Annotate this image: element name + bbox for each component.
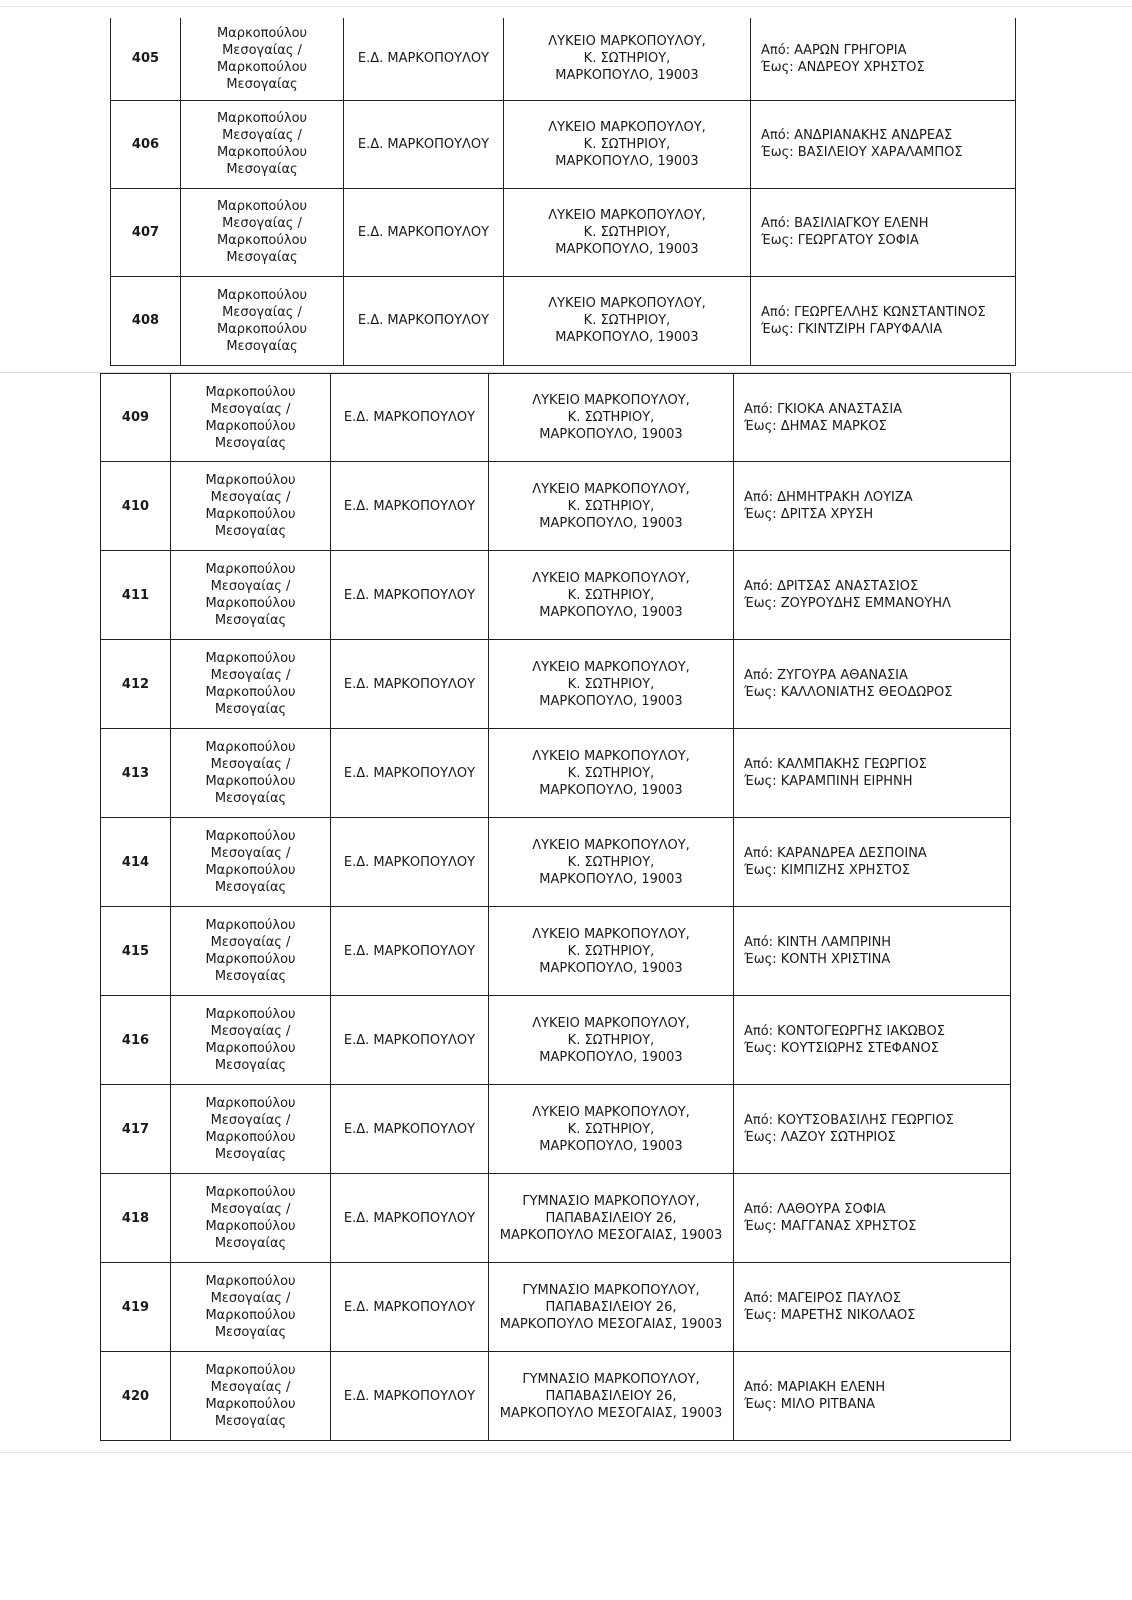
- polling-station-row: [111, 188, 1016, 276]
- municipality-line: Μεσογαίας: [226, 76, 298, 92]
- municipality-line: Μαρκοπούλου: [205, 1185, 296, 1200]
- municipality-line: Μαρκοπούλου: [205, 1397, 296, 1412]
- municipality-line: Μεσογαίας: [214, 524, 287, 539]
- voter-range-from: Από: ΔΗΜΗΤΡΑΚΗ ΛΟΥΙΖΑ: [744, 490, 913, 505]
- location-line: ΜΑΡΚΟΠΟΥΛΟ, 19003: [539, 871, 683, 887]
- location-line: ΛΥΚΕΙΟ ΜΑΡΚΟΠΟΥΛΟΥ,: [548, 207, 706, 223]
- location-line: ΜΑΡΚΟΠΟΥΛΟ, 19003: [555, 153, 699, 169]
- voter-range-cell: [734, 1352, 1011, 1441]
- voter-range-from: Από: ΑΝΔΡΙΑΝΑΚΗΣ ΑΝΔΡΕΑΣ: [761, 128, 953, 143]
- voter-range-from: Από: ΚΑΡΑΝΔΡΕΑ ΔΕΣΠΟΙΝΑ: [744, 846, 927, 861]
- municipality-line: Μεσογαίας /: [210, 1380, 291, 1395]
- municipality-line: Μεσογαίας /: [210, 1202, 291, 1217]
- municipality-line: Μαρκοπούλου: [205, 774, 296, 789]
- station-number: 413: [101, 729, 171, 818]
- polling-station-row: [111, 18, 1016, 100]
- polling-stations-table-top: [110, 18, 1016, 366]
- municipality-line: Μαρκοπούλου: [205, 952, 296, 967]
- polling-station-row: [101, 996, 1011, 1085]
- location-line: ΛΥΚΕΙΟ ΜΑΡΚΟΠΟΥΛΟΥ,: [532, 393, 690, 408]
- polling-station-row: [101, 462, 1011, 551]
- municipality-line: Μαρκοπούλου: [205, 1274, 296, 1289]
- municipality-line: Μεσογαίας: [226, 250, 298, 265]
- polling-location-cell: [489, 1085, 734, 1174]
- voter-range-cell: [734, 551, 1011, 640]
- municipality-line: Μεσογαίας: [214, 969, 287, 984]
- polling-station-row: [101, 640, 1011, 729]
- municipality-line: Μεσογαίας /: [210, 1024, 291, 1039]
- municipality-line: Μαρκοπούλου: [216, 111, 308, 126]
- municipality-line: Μαρκοπούλου: [205, 1007, 296, 1022]
- voter-range-to: Έως: ΜΑΡΕΤΗΣ ΝΙΚΟΛΑΟΣ: [744, 1308, 916, 1323]
- location-line: ΓΥΜΝΑΣΙΟ ΜΑΡΚΟΠΟΥΛΟΥ,: [522, 1282, 700, 1298]
- station-number: 415: [101, 907, 171, 996]
- voter-range-cell: [751, 18, 1016, 100]
- municipality-line: Μαρκοπούλου: [216, 233, 308, 248]
- station-number: 416: [101, 996, 171, 1085]
- municipality-line: Μεσογαίας /: [222, 304, 302, 320]
- scan-crease: [0, 1452, 1132, 1453]
- municipality-line: Μεσογαίας: [214, 1325, 287, 1340]
- municipality-cell: [171, 1352, 331, 1441]
- voter-range-from: Από: ΛΑΘΟΥΡΑ ΣΟΦΙΑ: [744, 1202, 886, 1217]
- location-line: ΛΥΚΕΙΟ ΜΑΡΚΟΠΟΥΛΟΥ,: [532, 837, 690, 853]
- voter-range-cell: [734, 374, 1011, 462]
- municipality-cell: [171, 996, 331, 1085]
- municipality-line: Μαρκοπούλου: [205, 1130, 296, 1145]
- municipality-cell: [181, 276, 344, 365]
- voter-range-from: Από: ΜΑΓΕΙΡΟΣ ΠΑΥΛΟΣ: [744, 1291, 901, 1306]
- voter-range-to: Έως: ΚΟΥΤΣΙΩΡΗΣ ΣΤΕΦΑΝΟΣ: [744, 1041, 939, 1056]
- location-line: ΛΥΚΕΙΟ ΜΑΡΚΟΠΟΥΛΟΥ,: [532, 659, 690, 675]
- municipality-cell: [171, 640, 331, 729]
- electoral-unit: Ε.Δ. ΜΑΡΚΟΠΟΥΛΟΥ: [331, 1085, 489, 1174]
- municipality-cell: [171, 374, 331, 462]
- municipality-line: Μεσογαίας: [214, 880, 287, 895]
- station-number: 419: [101, 1263, 171, 1352]
- electoral-unit: Ε.Δ. ΜΑΡΚΟΠΟΥΛΟΥ: [331, 1352, 489, 1441]
- municipality-line: Μεσογαίας /: [210, 757, 291, 772]
- location-line: Κ. ΣΩΤΗΡΙΟΥ,: [567, 587, 655, 603]
- location-line: Κ. ΣΩΤΗΡΙΟΥ,: [583, 51, 671, 67]
- location-line: ΛΥΚΕΙΟ ΜΑΡΚΟΠΟΥΛΟΥ,: [532, 1015, 690, 1031]
- voter-range-cell: [734, 1263, 1011, 1352]
- electoral-unit: Ε.Δ. ΜΑΡΚΟΠΟΥΛΟΥ: [331, 907, 489, 996]
- voter-range-to: Έως: ΔΗΜΑΣ ΜΑΡΚΟΣ: [744, 418, 887, 434]
- polling-station-row: [101, 1263, 1011, 1352]
- voter-range-cell: [734, 462, 1011, 551]
- municipality-cell: [171, 818, 331, 907]
- polling-location-cell: [489, 729, 734, 818]
- municipality-cell: [171, 907, 331, 996]
- municipality-line: Μεσογαίας: [214, 613, 287, 628]
- station-number: 406: [111, 100, 181, 188]
- voter-range-from: Από: ΜΑΡΙΑΚΗ ΕΛΕΝΗ: [744, 1380, 886, 1395]
- electoral-unit: Ε.Δ. ΜΑΡΚΟΠΟΥΛΟΥ: [331, 818, 489, 907]
- station-number: 405: [111, 18, 181, 100]
- station-number: 410: [101, 462, 171, 551]
- voter-range-from: Από: ΒΑΣΙΛΙΑΓΚΟΥ ΕΛΕΝΗ: [761, 216, 929, 231]
- municipality-line: Μαρκοπούλου: [205, 863, 296, 878]
- voter-range-cell: [751, 100, 1016, 188]
- municipality-line: Μεσογαίας: [214, 791, 287, 806]
- electoral-unit: Ε.Δ. ΜΑΡΚΟΠΟΥΛΟΥ: [344, 100, 504, 188]
- polling-location-cell: [489, 1174, 734, 1263]
- voter-range-to: Έως: ΒΑΣΙΛΕΙΟΥ ΧΑΡΑΛΑΜΠΟΣ: [761, 145, 963, 160]
- station-number: 408: [111, 276, 181, 365]
- municipality-line: Μαρκοπούλου: [205, 384, 296, 400]
- location-line: Κ. ΣΩΤΗΡΙΟΥ,: [583, 224, 671, 240]
- municipality-line: Μαρκοπούλου: [216, 321, 308, 337]
- municipality-line: Μεσογαίας /: [210, 1113, 291, 1128]
- municipality-line: Μαρκοπούλου: [205, 829, 296, 844]
- location-line: ΜΑΡΚΟΠΟΥΛΟ, 19003: [555, 241, 699, 257]
- municipality-line: Μαρκοπούλου: [205, 1219, 296, 1234]
- voter-range-from: Από: ΑΑΡΩΝ ΓΡΗΓΟΡΙΑ: [761, 42, 907, 58]
- municipality-line: Μεσογαίας /: [210, 846, 291, 861]
- voter-range-to: Έως: ΖΟΥΡΟΥΔΗΣ ΕΜΜΑΝΟΥΗΛ: [744, 596, 951, 611]
- voter-range-to: Έως: ΚΑΡΑΜΠΙΝΗ ΕΙΡΗΝΗ: [744, 774, 913, 789]
- station-number: 417: [101, 1085, 171, 1174]
- polling-station-row: [111, 276, 1016, 365]
- station-number: 411: [101, 551, 171, 640]
- polling-location-cell: [489, 551, 734, 640]
- polling-location-cell: [504, 100, 751, 188]
- polling-station-row: [101, 1085, 1011, 1174]
- polling-location-cell: [489, 996, 734, 1085]
- municipality-line: Μεσογαίας /: [210, 490, 291, 505]
- voter-range-to: Έως: ΓΚΙΝΤΖΙΡΗ ΓΑΡΥΦΑΛΙΑ: [761, 321, 943, 337]
- location-line: Κ. ΣΩΤΗΡΙΟΥ,: [583, 313, 671, 328]
- voter-range-to: Έως: ΓΕΩΡΓΑΤΟΥ ΣΟΦΙΑ: [761, 233, 919, 248]
- municipality-line: Μεσογαίας: [226, 162, 298, 177]
- municipality-line: Μεσογαίας /: [222, 128, 302, 143]
- location-line: ΜΑΡΚΟΠΟΥΛΟ, 19003: [555, 330, 699, 345]
- polling-location-cell: [489, 1263, 734, 1352]
- location-line: Κ. ΣΩΤΗΡΙΟΥ,: [567, 676, 655, 692]
- municipality-cell: [171, 1174, 331, 1263]
- voter-range-cell: [734, 729, 1011, 818]
- polling-station-row: [111, 100, 1016, 188]
- municipality-line: Μεσογαίας /: [210, 579, 291, 594]
- polling-station-row: [101, 551, 1011, 640]
- municipality-line: Μεσογαίας /: [210, 935, 291, 950]
- voter-range-from: Από: ΚΟΝΤΟΓΕΩΡΓΗΣ ΙΑΚΩΒΟΣ: [744, 1024, 945, 1039]
- municipality-cell: [181, 188, 344, 276]
- municipality-line: Μαρκοπούλου: [216, 287, 308, 303]
- voter-range-from: Από: ΚΟΥΤΣΟΒΑΣΙΛΗΣ ΓΕΩΡΓΙΟΣ: [744, 1113, 954, 1128]
- municipality-line: Μεσογαίας: [214, 1147, 287, 1162]
- voter-range-to: Έως: ΔΡΙΤΣΑ ΧΡΥΣΗ: [744, 507, 874, 522]
- location-line: ΠΑΠΑΒΑΣΙΛΕΙΟΥ 26,: [545, 1299, 677, 1315]
- municipality-line: Μαρκοπούλου: [216, 145, 308, 160]
- location-line: ΜΑΡΚΟΠΟΥΛΟ, 19003: [539, 1138, 683, 1154]
- polling-location-cell: [489, 640, 734, 729]
- municipality-line: Μαρκοπούλου: [205, 562, 296, 577]
- voter-range-to: Έως: ΜΙΛΟ ΡΙΤΒΑΝΑ: [744, 1397, 876, 1412]
- polling-station-row: [101, 1174, 1011, 1263]
- location-line: ΛΥΚΕΙΟ ΜΑΡΚΟΠΟΥΛΟΥ,: [532, 926, 690, 942]
- municipality-line: Μαρκοπούλου: [205, 1308, 296, 1323]
- location-line: ΛΥΚΕΙΟ ΜΑΡΚΟΠΟΥΛΟΥ,: [548, 296, 706, 311]
- polling-station-row: [101, 374, 1011, 462]
- municipality-line: Μαρκοπούλου: [205, 740, 296, 755]
- municipality-line: Μαρκοπούλου: [205, 651, 296, 666]
- location-line: Κ. ΣΩΤΗΡΙΟΥ,: [567, 765, 655, 781]
- location-line: ΜΑΡΚΟΠΟΥΛΟ, 19003: [539, 515, 683, 531]
- polling-station-row: [101, 818, 1011, 907]
- polling-location-cell: [489, 818, 734, 907]
- location-line: ΜΑΡΚΟΠΟΥΛΟ, 19003: [539, 782, 683, 798]
- municipality-line: Μαρκοπούλου: [205, 685, 296, 700]
- electoral-unit: Ε.Δ. ΜΑΡΚΟΠΟΥΛΟΥ: [344, 18, 504, 100]
- municipality-line: Μεσογαίας /: [222, 42, 302, 58]
- location-line: ΜΑΡΚΟΠΟΥΛΟ ΜΕΣΟΓΑΙΑΣ, 19003: [499, 1405, 723, 1421]
- voter-range-from: Από: ΓΕΩΡΓΕΛΛΗΣ ΚΩΝΣΤΑΝΤΙΝΟΣ: [761, 304, 986, 320]
- electoral-unit: Ε.Δ. ΜΑΡΚΟΠΟΥΛΟΥ: [331, 640, 489, 729]
- municipality-line: Μαρκοπούλου: [205, 596, 296, 611]
- location-line: ΜΑΡΚΟΠΟΥΛΟ ΜΕΣΟΓΑΙΑΣ, 19003: [499, 1227, 723, 1243]
- municipality-line: Μεσογαίας /: [210, 401, 291, 417]
- station-number: 412: [101, 640, 171, 729]
- municipality-line: Μεσογαίας: [214, 702, 287, 717]
- location-line: ΜΑΡΚΟΠΟΥΛΟ, 19003: [539, 960, 683, 976]
- station-number: 407: [111, 188, 181, 276]
- polling-station-row: [101, 907, 1011, 996]
- location-line: Κ. ΣΩΤΗΡΙΟΥ,: [567, 498, 655, 514]
- station-number: 414: [101, 818, 171, 907]
- location-line: ΜΑΡΚΟΠΟΥΛΟ, 19003: [539, 604, 683, 620]
- location-line: Κ. ΣΩΤΗΡΙΟΥ,: [567, 1121, 655, 1137]
- location-line: ΛΥΚΕΙΟ ΜΑΡΚΟΠΟΥΛΟΥ,: [532, 1104, 690, 1120]
- polling-location-cell: [504, 276, 751, 365]
- voter-range-to: Έως: ΛΑΖΟΥ ΣΩΤΗΡΙΟΣ: [744, 1130, 896, 1145]
- municipality-line: Μαρκοπούλου: [216, 59, 308, 75]
- municipality-line: Μαρκοπούλου: [205, 1096, 296, 1111]
- municipality-line: Μαρκοπούλου: [205, 418, 296, 434]
- voter-range-from: Από: ΔΡΙΤΣΑΣ ΑΝΑΣΤΑΣΙΟΣ: [744, 579, 919, 594]
- voter-range-cell: [751, 188, 1016, 276]
- municipality-cell: [171, 1263, 331, 1352]
- location-line: ΛΥΚΕΙΟ ΜΑΡΚΟΠΟΥΛΟΥ,: [532, 570, 690, 586]
- electoral-unit: Ε.Δ. ΜΑΡΚΟΠΟΥΛΟΥ: [331, 729, 489, 818]
- electoral-unit: Ε.Δ. ΜΑΡΚΟΠΟΥΛΟΥ: [331, 1263, 489, 1352]
- scan-crease: [0, 6, 1132, 7]
- voter-range-cell: [734, 1174, 1011, 1263]
- location-line: Κ. ΣΩΤΗΡΙΟΥ,: [567, 854, 655, 870]
- municipality-cell: [171, 729, 331, 818]
- location-line: ΠΑΠΑΒΑΣΙΛΕΙΟΥ 26,: [545, 1210, 677, 1226]
- station-number: 409: [101, 374, 171, 462]
- voter-range-from: Από: ΖΥΓΟΥΡΑ ΑΘΑΝΑΣΙΑ: [744, 668, 908, 683]
- polling-location-cell: [489, 374, 734, 462]
- voter-range-from: Από: ΓΚΙΟΚΑ ΑΝΑΣΤΑΣΙΑ: [744, 401, 903, 417]
- station-number: 420: [101, 1352, 171, 1441]
- voter-range-to: Έως: ΜΑΓΓΑΝΑΣ ΧΡΗΣΤΟΣ: [744, 1219, 917, 1234]
- voter-range-to: Έως: ΚΙΜΠΙΖΗΣ ΧΡΗΣΤΟΣ: [744, 863, 911, 878]
- electoral-unit: Ε.Δ. ΜΑΡΚΟΠΟΥΛΟΥ: [331, 996, 489, 1085]
- municipality-cell: [171, 462, 331, 551]
- polling-location-cell: [504, 18, 751, 100]
- location-line: Κ. ΣΩΤΗΡΙΟΥ,: [567, 410, 655, 425]
- location-line: Κ. ΣΩΤΗΡΙΟΥ,: [583, 136, 671, 152]
- voter-range-from: Από: ΚΙΝΤΗ ΛΑΜΠΡΙΝΗ: [744, 935, 892, 950]
- location-line: Κ. ΣΩΤΗΡΙΟΥ,: [567, 1032, 655, 1048]
- municipality-line: Μεσογαίας /: [210, 668, 291, 683]
- polling-location-cell: [504, 188, 751, 276]
- location-line: ΠΑΠΑΒΑΣΙΛΕΙΟΥ 26,: [545, 1388, 677, 1404]
- electoral-unit: Ε.Δ. ΜΑΡΚΟΠΟΥΛΟΥ: [331, 1174, 489, 1263]
- electoral-unit: Ε.Δ. ΜΑΡΚΟΠΟΥΛΟΥ: [331, 462, 489, 551]
- location-line: ΜΑΡΚΟΠΟΥΛΟ, 19003: [539, 693, 683, 709]
- polling-location-cell: [489, 907, 734, 996]
- location-line: ΓΥΜΝΑΣΙΟ ΜΑΡΚΟΠΟΥΛΟΥ,: [522, 1193, 700, 1209]
- municipality-line: Μαρκοπούλου: [216, 199, 308, 214]
- municipality-line: Μεσογαίας: [214, 1414, 287, 1429]
- voter-range-to: Έως: ΚΟΝΤΗ ΧΡΙΣΤΙΝΑ: [744, 952, 891, 967]
- polling-location-cell: [489, 1352, 734, 1441]
- municipality-cell: [171, 1085, 331, 1174]
- municipality-line: Μαρκοπούλου: [216, 25, 308, 41]
- municipality-line: Μεσογαίας /: [210, 1291, 291, 1306]
- municipality-line: Μαρκοπούλου: [205, 473, 296, 488]
- voter-range-cell: [734, 1085, 1011, 1174]
- municipality-line: Μεσογαίας: [214, 1236, 287, 1251]
- location-line: ΜΑΡΚΟΠΟΥΛΟ, 19003: [539, 1049, 683, 1065]
- municipality-cell: [171, 551, 331, 640]
- location-line: ΛΥΚΕΙΟ ΜΑΡΚΟΠΟΥΛΟΥ,: [548, 34, 706, 50]
- location-line: ΜΑΡΚΟΠΟΥΛΟ, 19003: [555, 68, 699, 84]
- electoral-unit: Ε.Δ. ΜΑΡΚΟΠΟΥΛΟΥ: [331, 374, 489, 462]
- municipality-line: Μεσογαίας: [226, 338, 298, 354]
- location-line: ΜΑΡΚΟΠΟΥΛΟ ΜΕΣΟΓΑΙΑΣ, 19003: [499, 1316, 723, 1332]
- voter-range-cell: [734, 818, 1011, 907]
- voter-range-cell: [734, 907, 1011, 996]
- polling-location-cell: [489, 462, 734, 551]
- polling-station-row: [101, 1352, 1011, 1441]
- location-line: ΛΥΚΕΙΟ ΜΑΡΚΟΠΟΥΛΟΥ,: [548, 119, 706, 135]
- polling-stations-table-bottom: [100, 373, 1011, 1441]
- location-line: ΓΥΜΝΑΣΙΟ ΜΑΡΚΟΠΟΥΛΟΥ,: [522, 1371, 700, 1387]
- municipality-cell: [181, 100, 344, 188]
- municipality-line: Μαρκοπούλου: [205, 1363, 296, 1378]
- municipality-line: Μαρκοπούλου: [205, 507, 296, 522]
- voter-range-cell: [734, 996, 1011, 1085]
- municipality-line: Μεσογαίας /: [222, 216, 302, 231]
- voter-range-from: Από: ΚΑΛΜΠΑΚΗΣ ΓΕΩΡΓΙΟΣ: [744, 757, 927, 772]
- voter-range-to: Έως: ΑΝΔΡΕΟΥ ΧΡΗΣΤΟΣ: [761, 59, 925, 75]
- location-line: ΛΥΚΕΙΟ ΜΑΡΚΟΠΟΥΛΟΥ,: [532, 748, 690, 764]
- municipality-cell: [181, 18, 344, 100]
- station-number: 418: [101, 1174, 171, 1263]
- municipality-line: Μεσογαίας: [214, 1058, 287, 1073]
- location-line: ΜΑΡΚΟΠΟΥΛΟ, 19003: [539, 427, 683, 442]
- electoral-unit: Ε.Δ. ΜΑΡΚΟΠΟΥΛΟΥ: [331, 551, 489, 640]
- municipality-line: Μαρκοπούλου: [205, 918, 296, 933]
- electoral-unit: Ε.Δ. ΜΑΡΚΟΠΟΥΛΟΥ: [344, 276, 504, 365]
- voter-range-to: Έως: ΚΑΛΛΟΝΙΑΤΗΣ ΘΕΟΔΩΡΟΣ: [744, 685, 953, 700]
- municipality-line: Μεσογαίας: [214, 435, 287, 451]
- electoral-unit: Ε.Δ. ΜΑΡΚΟΠΟΥΛΟΥ: [344, 188, 504, 276]
- voter-range-cell: [751, 276, 1016, 365]
- location-line: Κ. ΣΩΤΗΡΙΟΥ,: [567, 943, 655, 959]
- polling-station-row: [101, 729, 1011, 818]
- voter-range-cell: [734, 640, 1011, 729]
- location-line: ΛΥΚΕΙΟ ΜΑΡΚΟΠΟΥΛΟΥ,: [532, 481, 690, 497]
- municipality-line: Μαρκοπούλου: [205, 1041, 296, 1056]
